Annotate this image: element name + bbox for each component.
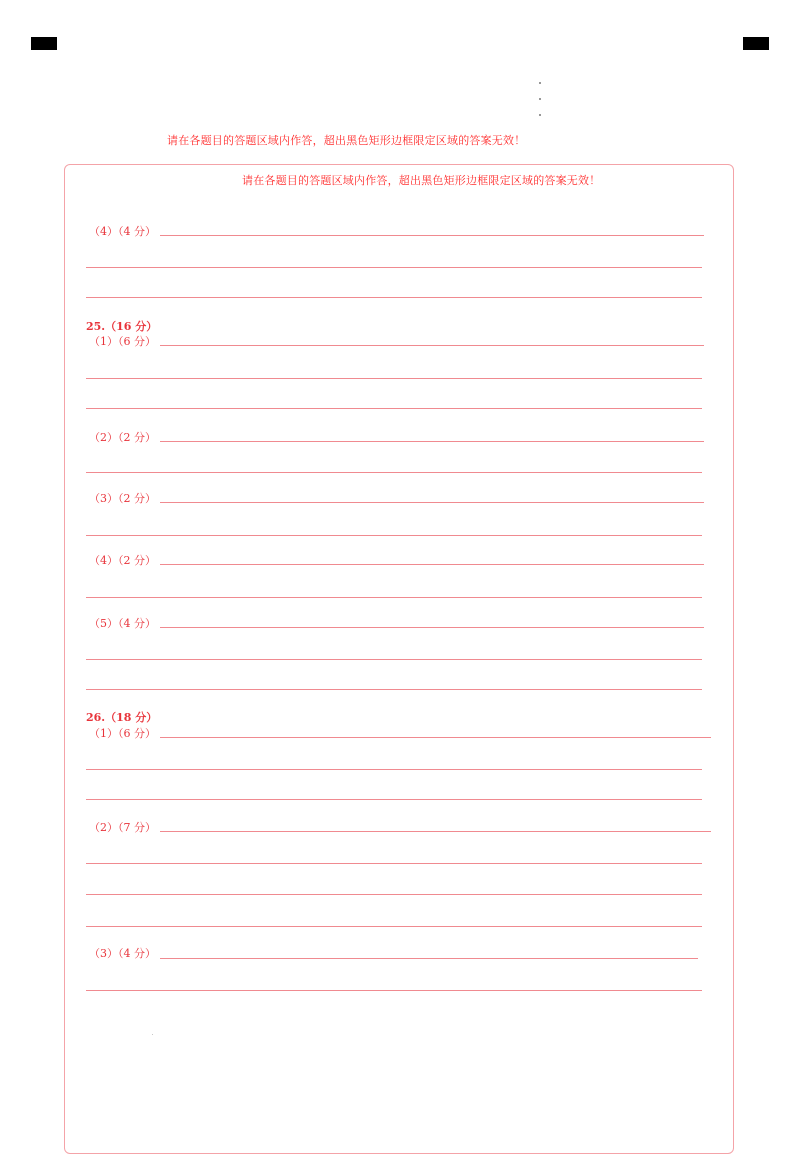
dot-1	[539, 82, 541, 84]
answer-line[interactable]	[86, 863, 702, 864]
dot-2	[539, 98, 541, 100]
answer-line[interactable]	[160, 958, 698, 959]
answer-line[interactable]	[160, 831, 711, 832]
q25-part2-label: （2）（2 分）	[89, 431, 156, 444]
answer-line[interactable]	[86, 597, 702, 598]
q26-part3-label: （3）（4 分）	[89, 947, 156, 960]
answer-line[interactable]	[86, 535, 702, 536]
answer-line[interactable]	[86, 408, 702, 409]
answer-line[interactable]	[86, 267, 702, 268]
answer-line[interactable]	[160, 502, 704, 503]
answer-line[interactable]	[160, 737, 711, 738]
answer-line[interactable]	[86, 926, 702, 927]
answer-line[interactable]	[86, 472, 702, 473]
answer-line[interactable]	[160, 564, 704, 565]
answer-line[interactable]	[86, 378, 702, 379]
q26-title: 26.（18 分）	[86, 711, 158, 724]
alignment-marker-left	[31, 37, 57, 50]
answer-line[interactable]	[86, 769, 702, 770]
top-notice: 请在各题目的答题区域内作答，超出黑色矩形边框限定区域的答案无效！	[167, 134, 526, 147]
q25-part3-label: （3）（2 分）	[89, 492, 156, 505]
answer-line[interactable]	[160, 627, 704, 628]
q25-part1-label: （1）（6 分）	[89, 335, 156, 348]
answer-line[interactable]	[86, 799, 702, 800]
answer-line[interactable]	[86, 990, 702, 991]
answer-line[interactable]	[86, 689, 702, 690]
speck	[152, 1034, 153, 1035]
q25-part5-label: （5）（4 分）	[89, 617, 156, 630]
q26-part1-label: （1）（6 分）	[89, 727, 156, 740]
answer-line[interactable]	[160, 235, 704, 236]
dot-3	[539, 114, 541, 116]
answer-line[interactable]	[160, 345, 704, 346]
alignment-marker-right	[743, 37, 769, 50]
answer-line[interactable]	[86, 659, 702, 660]
q25-title: 25.（16 分）	[86, 320, 158, 333]
answer-line[interactable]	[86, 297, 702, 298]
q24-part4-label: （4）（4 分）	[89, 225, 156, 238]
q26-part2-label: （2）（7 分）	[89, 821, 156, 834]
q25-part4-label: （4）（2 分）	[89, 554, 156, 567]
answer-line[interactable]	[86, 894, 702, 895]
answer-line[interactable]	[160, 441, 704, 442]
frame-notice: 请在各题目的答题区域内作答，超出黑色矩形边框限定区域的答案无效！	[242, 174, 601, 187]
